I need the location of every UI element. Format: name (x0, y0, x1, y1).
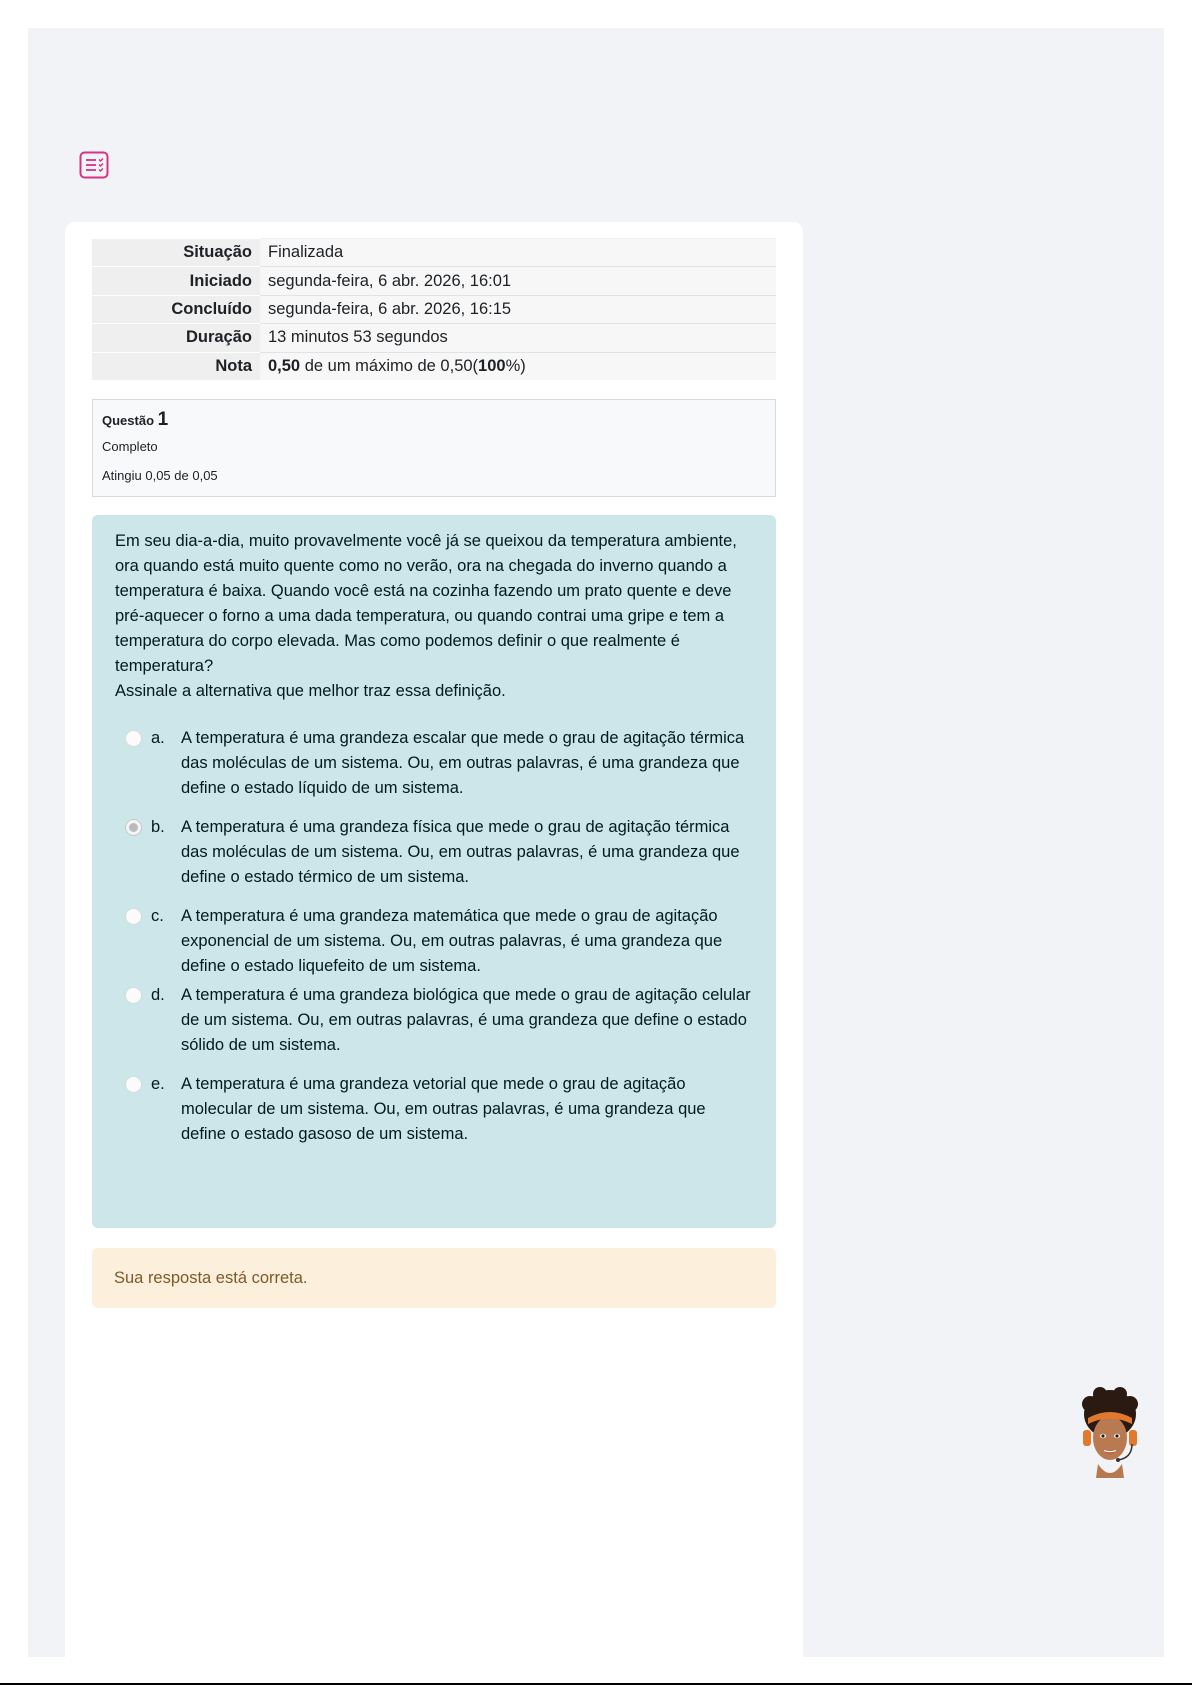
answer-letter: e. (151, 1075, 165, 1093)
answer-list (115, 726, 754, 1147)
attempt-summary-table (92, 238, 776, 380)
answer-option-a (115, 726, 754, 801)
answer-option-c (115, 904, 754, 979)
assistant-avatar-icon[interactable] (1074, 1386, 1146, 1482)
answer-text: A temperatura é uma grandeza biológica que mede o grau de agitação celular de um sistema. Ou, em outras palavras, é uma grandeza que define o estado sólido de um sistema. (181, 986, 751, 1054)
summary-value (260, 352, 776, 380)
answer-text: A temperatura é uma grandeza física que mede o grau de agitação térmica das moléculas de um sistema. Ou, em outras palavras, é uma grandeza que define o estado térmico de um sistema. (181, 818, 740, 886)
summary-row-completed (92, 295, 776, 323)
answer-radio-selected[interactable] (125, 819, 142, 836)
summary-value: 13 minutos 53 segundos (260, 324, 776, 352)
answer-letter: d. (151, 986, 165, 1004)
summary-row-status (92, 239, 776, 267)
summary-label: Concluído (92, 295, 260, 323)
summary-row-started (92, 267, 776, 295)
question-title (102, 409, 766, 432)
question-text (115, 529, 754, 704)
quiz-icon (79, 151, 109, 179)
answer-option-b (115, 815, 754, 890)
answer-option-d (115, 983, 754, 1058)
question-state: Completo (102, 439, 158, 454)
question-grade: Atingiu 0,05 de 0,05 (102, 468, 218, 483)
summary-row-duration (92, 324, 776, 352)
question-title-prefix: Questão (102, 413, 155, 428)
answer-radio[interactable] (125, 1076, 142, 1093)
feedback-box: Sua resposta está correta. (92, 1248, 776, 1308)
summary-value: segunda-feira, 6 abr. 2026, 16:01 (260, 267, 776, 295)
question-number: 1 (157, 409, 169, 430)
answer-letter: a. (151, 729, 165, 747)
question-prompt: Assinale a alternativa que melhor traz essa definição. (115, 682, 506, 700)
summary-value: Finalizada (260, 239, 776, 267)
answer-text: A temperatura é uma grandeza matemática que mede o grau de agitação exponencial de um sistema. Ou, em outras palavras, é uma grandeza que define o estado liquefeito de um sistema. (181, 907, 723, 975)
summary-label: Iniciado (92, 267, 260, 295)
answer-option-e (115, 1072, 754, 1147)
answer-radio[interactable] (125, 908, 142, 925)
summary-label: Nota (92, 352, 260, 380)
grade-percent: 100 (478, 357, 506, 375)
summary-label: Duração (92, 324, 260, 352)
answer-radio[interactable] (125, 730, 142, 747)
answer-text: A temperatura é uma grandeza vetorial que mede o grau de agitação molecular de um sistema. Ou, em outras palavras, é uma grandeza que define o estado gasoso de um sistema. (181, 1075, 706, 1143)
question-body: Em seu dia-a-dia, muito provavelmente você já se queixou da temperatura ambiente, ora quando está muito quente como no verão, ora na chegada do inverno quando a temperatura é baixa. Quando você está na cozinha fazendo um prato quente e deve pré-aquecer o forno a uma dada temperatura, ou quando contrai uma gripe e tem a temperatura do corpo elevada. Mas como podemos definir o que realmente é temperatura? (115, 532, 737, 675)
summary-label: Situação (92, 239, 260, 267)
grade-suffix: %) (505, 357, 526, 375)
grade-middle: de um máximo de 0,50( (300, 357, 479, 375)
answer-radio[interactable] (125, 987, 142, 1004)
answer-letter: b. (151, 818, 165, 836)
grade-score: 0,50 (268, 357, 301, 375)
review-panel (65, 222, 803, 1662)
question-info-box (92, 399, 776, 497)
summary-value: segunda-feira, 6 abr. 2026, 16:15 (260, 295, 776, 323)
answer-text: A temperatura é uma grandeza escalar que mede o grau de agitação térmica das moléculas de um sistema. Ou, em outras palavras, é uma grandeza que define o estado líquido de um sistema. (181, 729, 745, 797)
summary-row-grade (92, 352, 776, 380)
answer-letter: c. (151, 907, 164, 925)
question-content (92, 515, 776, 1228)
